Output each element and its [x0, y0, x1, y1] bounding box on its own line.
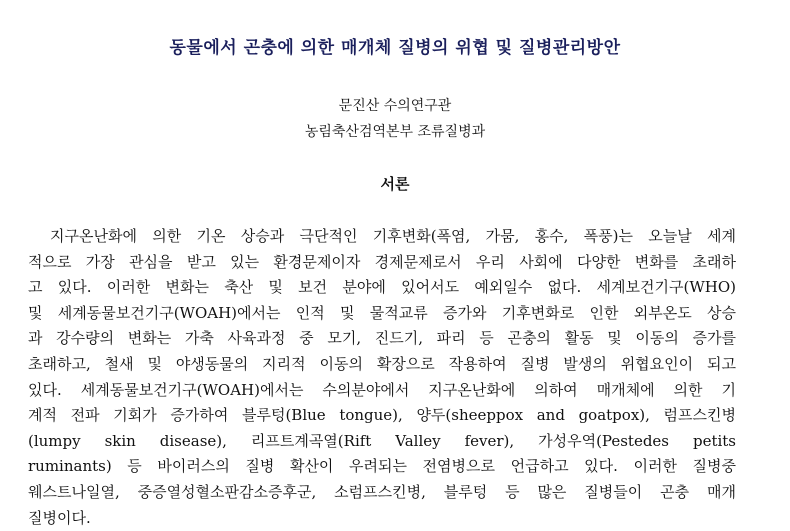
- body-line: 웨스트나일열, 중증열성혈소판감소증후군, 소럼프스킨병, 블루텅 등 많은 질병들이 곤충 매개: [28, 482, 736, 501]
- body-paragraph: [28, 224, 736, 531]
- body-line: 적으로 가장 관심을 받고 있는 환경문제이자 경제문제로서 우리 사회에 다양한 변화를 초래하: [28, 252, 736, 271]
- body-line: 지구온난화에 의한 기온 상승과 극단적인 기후변화(폭염, 가뭄, 홍수, 폭풍)는 오늘날 세계: [50, 227, 736, 245]
- author-affiliation: 농림축산검역본부 조류질병과: [304, 124, 486, 140]
- body-line: 과 강수량의 변화는 가축 사육과정 중 모기, 진드기, 파리 등 곤충의 활동 및 이동의 증가를: [28, 329, 736, 348]
- body-line: ruminants) 등 바이러스의 질병 확산이 우려되는 전염병으로 언급하고 있다. 이러한 질병중: [28, 457, 736, 476]
- section-heading: 서론: [380, 175, 410, 193]
- body-line: 및 세계동물보건기구(WOAH)에서는 인적 및 물적교류 증가와 기후변화로 인한 외부온도 상승: [28, 303, 736, 322]
- document-title: 동물에서 곤충에 의한 매개체 질병의 위협 및 질병관리방안: [169, 38, 621, 58]
- body-line: 초래하고, 철새 및 야생동물의 지리적 이동의 확장으로 작용하여 질병 발생의 위협요인이 되고: [28, 354, 736, 373]
- body-line: 계적 전파 기회가 증가하여 블루텅(Blue tongue), 양두(sheeppox and goatpox), 럼프스킨병: [28, 406, 736, 425]
- body-line: 고 있다. 이러한 변화는 축산 및 보건 분야에 있어서도 예외일수 없다. 세계보건기구(WHO): [28, 278, 736, 297]
- body-line: 질병이다.: [28, 508, 91, 527]
- body-line: (lumpy skin disease), 리프트계곡열(Rift Valley fever), 가성우역(Pestedes petits: [28, 431, 736, 450]
- body-line: 있다. 세계동물보건기구(WOAH)에서는 수의분야에서 지구온난화에 의하여 매개체에 의한 기: [28, 380, 736, 399]
- author-name: 문진산 수의연구관: [338, 98, 452, 114]
